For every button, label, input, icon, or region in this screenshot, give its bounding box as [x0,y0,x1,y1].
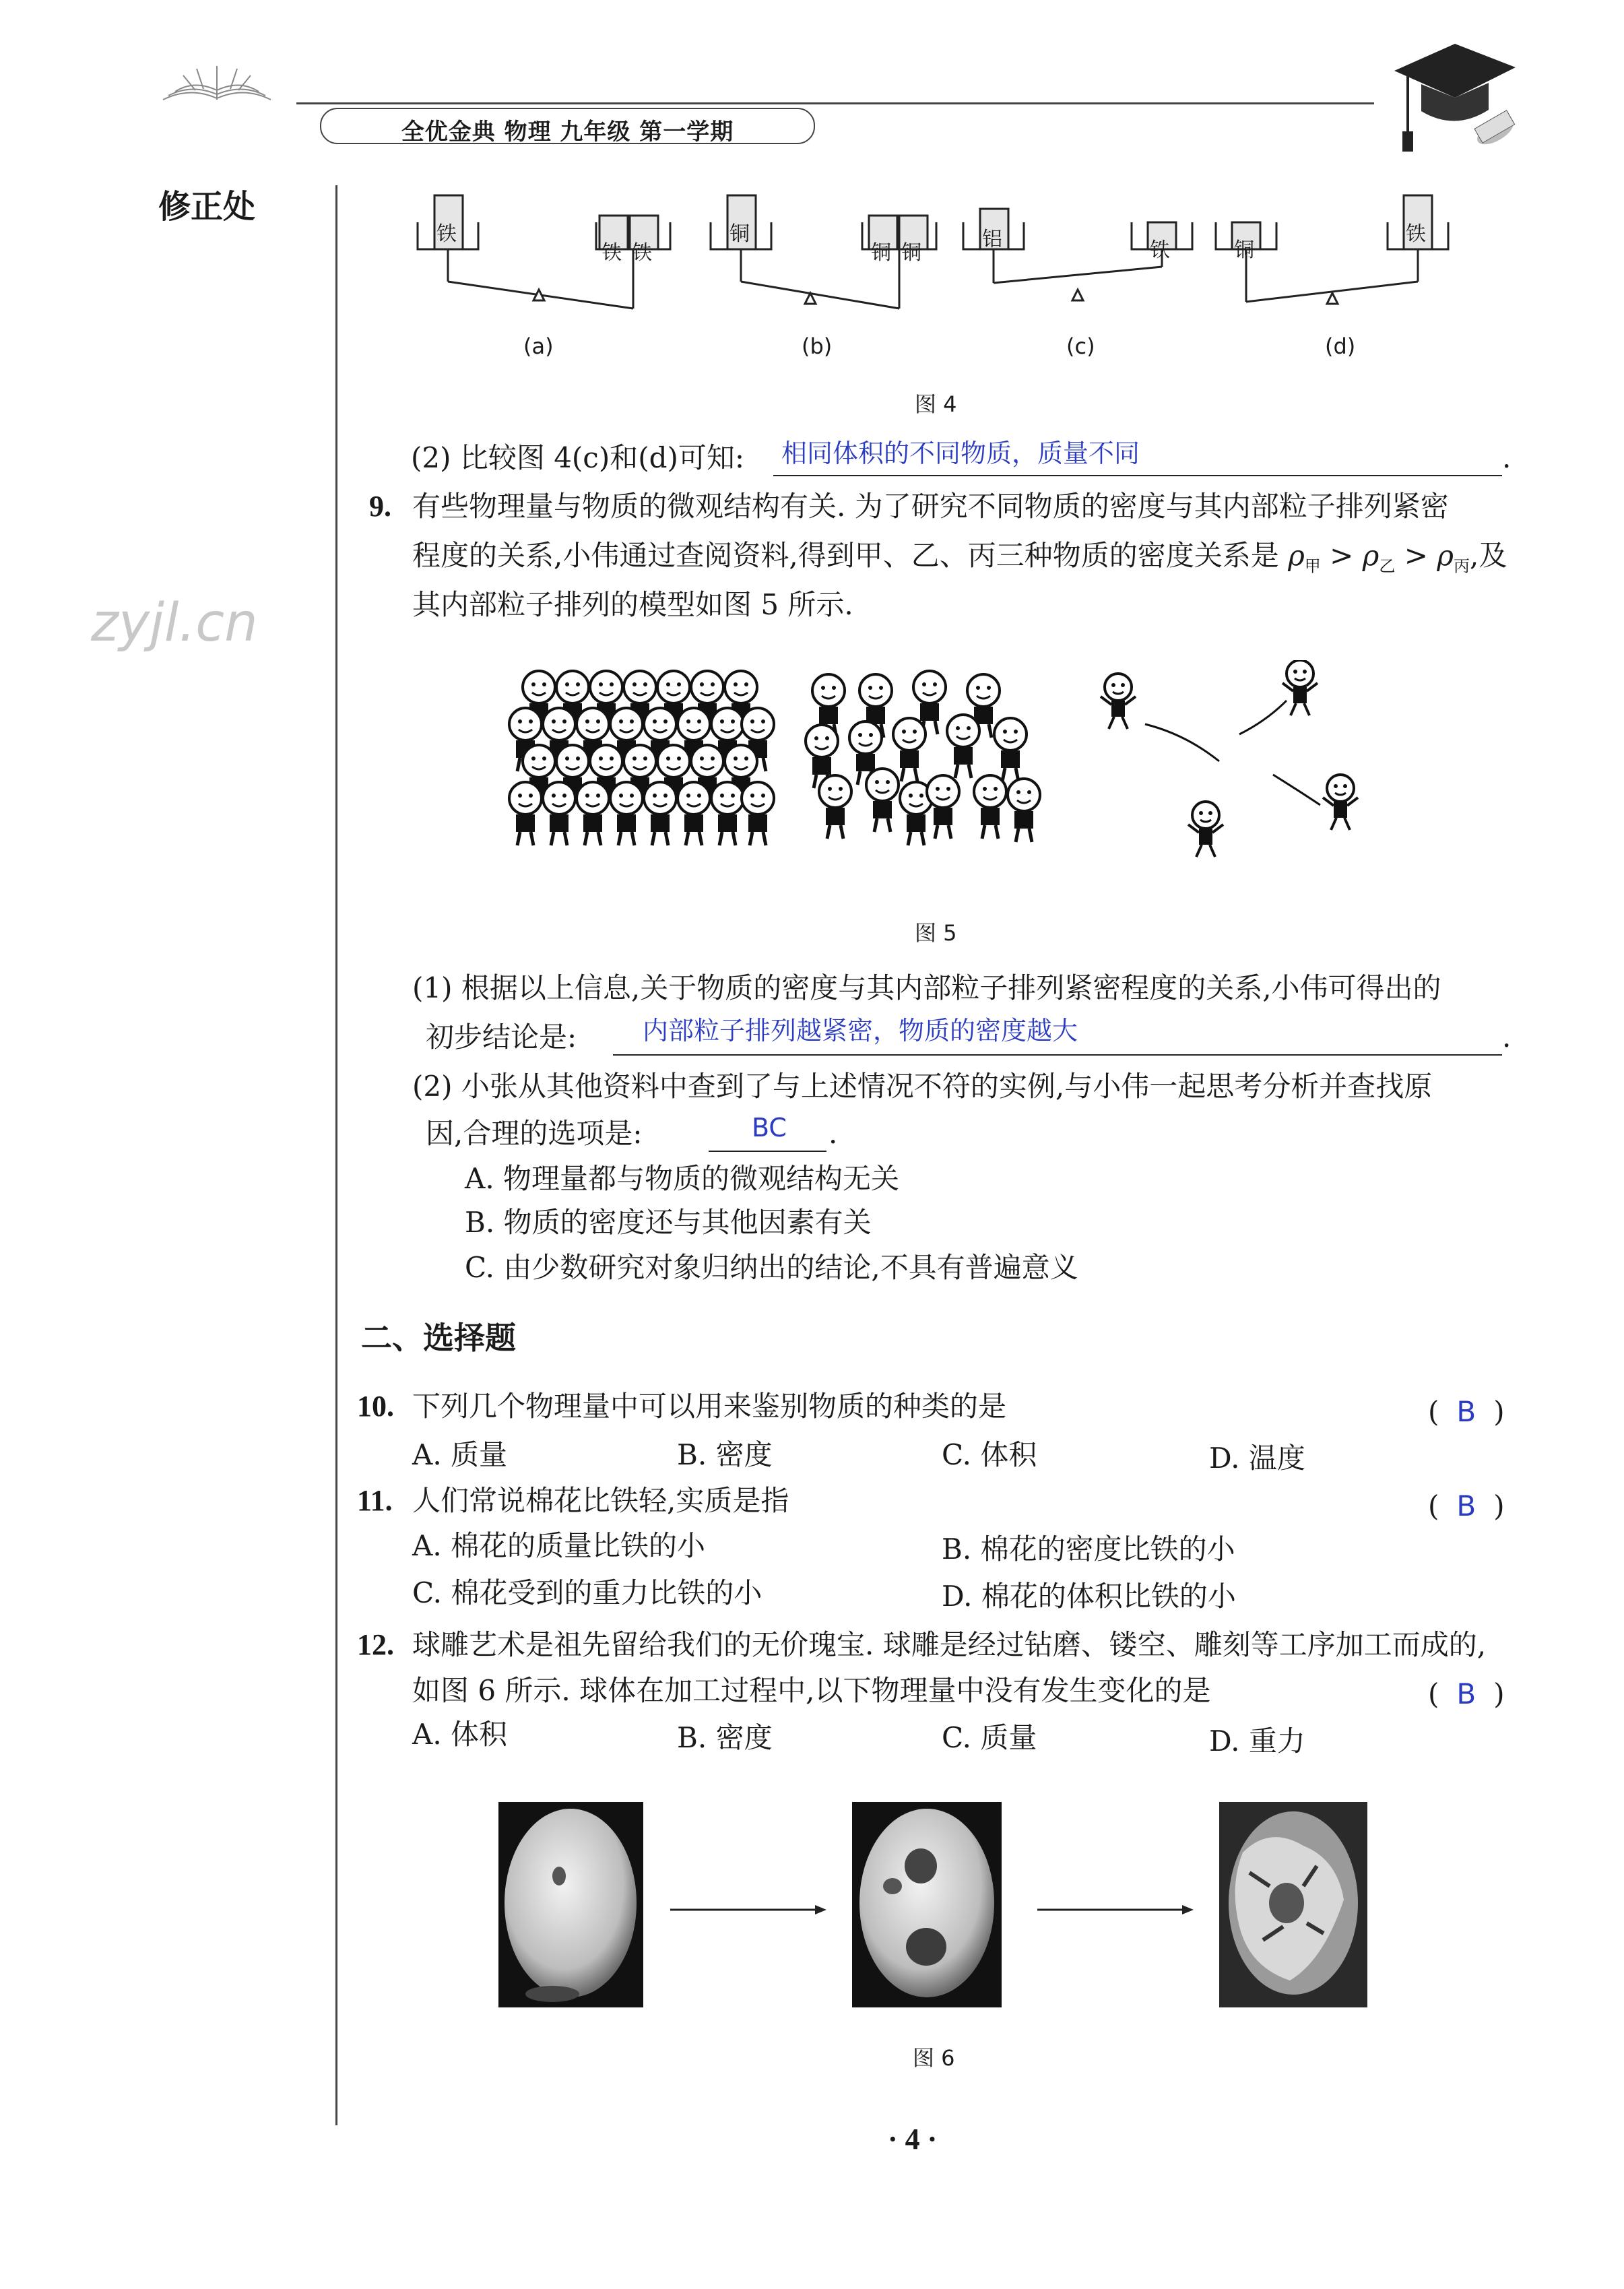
q9-line1: 有些物理量与物质的微观结构有关. 为了研究不同物质的密度与其内部粒子排列紧密 [412,490,1449,523]
q12-answer-box [1428,1674,1505,1714]
q11-bracket-open: ( [1428,1489,1439,1522]
q9-option-b: B. 物质的密度还与其他因素有关 [465,1206,872,1239]
q12-option-b: B. 密度 [677,1721,773,1754]
fig4-caption-b: (b) [802,333,833,359]
fig4-a-left-label: 铁 [436,222,457,246]
fig4-caption-c: (c) [1066,333,1095,359]
q8-2-end: . [1502,441,1512,474]
q9-1-answer-line [613,1016,1502,1056]
q12-line2: 如图 6 所示. 球体在加工过程中,以下物理量中没有发生变化的是 [412,1674,1211,1707]
particles-bing [1101,660,1358,857]
q9-1-line2: 初步结论是: [426,1021,577,1054]
q9-line2 [412,536,1507,586]
q12-number: 12. [357,1628,394,1661]
q10-bracket-open: ( [1428,1395,1439,1428]
figure5-caption: 图 5 [915,920,957,946]
q9-1-end: . [1502,1021,1512,1054]
q12-option-c: C. 质量 [942,1721,1037,1754]
fig4-b-right-label-1: 铜 [871,241,891,265]
q8-2-answer-line [773,441,1502,476]
q10-option-a: A. 质量 [412,1438,508,1471]
margin-label: 修正处 [158,188,256,226]
q11-option-b: B. 棉花的密度比铁的小 [942,1533,1235,1566]
q11-answer: B [1456,1489,1476,1522]
q9-2-line1: (2) 小张从其他资料中查到了与上述情况不符的实例,与小伟一起思考分析并查找原 [412,1070,1433,1103]
q12-line1: 球雕艺术是祖先留给我们的无价瑰宝. 球雕是经过钻磨、镂空、雕刻等工序加工而成的, [412,1628,1487,1661]
q10-answer-box [1428,1392,1505,1432]
margin-rule [335,185,337,2125]
q10-option-b: B. 密度 [677,1438,773,1471]
rho-1: ρ [1288,539,1305,572]
q11-option-a: A. 棉花的质量比铁的小 [412,1529,706,1562]
rho-3-sub: 丙 [1453,556,1470,576]
rho-2: ρ [1362,539,1379,572]
fig4-c-right-label: 铁 [1150,238,1170,262]
figure4-caption: 图 4 [915,391,957,417]
fig4-a-right-label-1: 铁 [602,241,622,265]
header-rule [296,102,1374,104]
gt-2: > [1395,539,1437,572]
figure5-particles [498,660,1394,889]
q9-line2-b: ,及 [1469,539,1507,572]
figure6-carving-stages [495,1799,1371,2014]
q9-2-line2: 因,合理的选项是: [426,1117,643,1150]
figure4-balances [404,189,1549,377]
q11-option-c: C. 棉花受到的重力比铁的小 [412,1576,762,1609]
q12-bracket-open: ( [1428,1677,1439,1710]
fig4-d-left-label: 铜 [1234,238,1254,262]
fig4-a-right-label-2: 铁 [632,241,652,265]
q10-text: 下列几个物理量中可以用来鉴别物质的种类的是 [412,1390,1007,1423]
rho-2-sub: 乙 [1379,556,1396,576]
fig4-c-left-label: 铝 [982,228,1002,251]
q10-option-d: D. 温度 [1209,1442,1305,1475]
q9-1-answer: 内部粒子排列越紧密，物质的密度越大 [643,1016,1078,1045]
q9-number: 9. [369,490,391,523]
q9-2-answer: BC [752,1113,787,1142]
q11-answer-box [1428,1486,1505,1526]
q9-option-a: A. 物理量都与物质的微观结构无关 [465,1162,900,1195]
q11-option-d: D. 棉花的体积比铁的小 [942,1580,1236,1613]
particles-yi [806,671,1040,845]
q10-answer: B [1456,1395,1476,1428]
q9-option-c: C. 由少数研究对象归纳出的结论,不具有普遍意义 [465,1251,1078,1284]
q11-bracket-close: ) [1493,1489,1505,1522]
book-title: 全优金典 物理 九年级 第一学期 [401,119,734,146]
gt-1: > [1320,539,1363,572]
q12-answer: B [1456,1677,1476,1710]
q10-option-c: C. 体积 [942,1438,1037,1471]
rho-3: ρ [1437,539,1454,572]
page-number: · 4 · [888,2123,938,2156]
q11-number: 11. [357,1484,393,1517]
q10-bracket-close: ) [1493,1395,1505,1428]
graduation-cap-icon [1388,37,1522,158]
q10-number: 10. [357,1390,394,1423]
q9-line2-a: 程度的关系,小伟通过查阅资料,得到甲、乙、丙三种物质的密度关系是 [412,539,1289,572]
q11-text: 人们常说棉花比铁轻,实质是指 [412,1484,789,1517]
q12-bracket-close: ) [1493,1677,1505,1710]
q12-option-d: D. 重力 [1209,1724,1305,1758]
watermark: zyjl.cn [91,593,258,653]
fig4-b-left-label: 铜 [729,222,750,246]
fig4-caption-d: (d) [1325,333,1356,359]
figure6-caption: 图 6 [913,2045,955,2071]
q8-2-prefix: (2) 比较图 4(c)和(d)可知: [411,441,745,474]
q9-line3: 其内部粒子排列的模型如图 5 所示. [412,588,853,621]
particles-jia [509,671,774,845]
rho-1-sub: 甲 [1304,556,1321,576]
header-book-icon [156,59,278,106]
q9-1-line1: (1) 根据以上信息,关于物质的密度与其内部粒子排列紧密程度的关系,小伟可得出的 [412,971,1441,1004]
fig4-caption-a: (a) [523,333,554,359]
q9-2-answer-line [709,1113,826,1152]
section2-title: 二、选择题 [361,1320,516,1356]
fig4-b-right-label-2: 铜 [901,241,921,265]
q8-2-answer: 相同体积的不同物质，质量不同 [781,439,1140,468]
q9-2-end: . [829,1117,838,1150]
fig4-d-right-label: 铁 [1406,222,1426,246]
q12-option-a: A. 体积 [412,1718,508,1751]
header-title-box [320,108,815,144]
